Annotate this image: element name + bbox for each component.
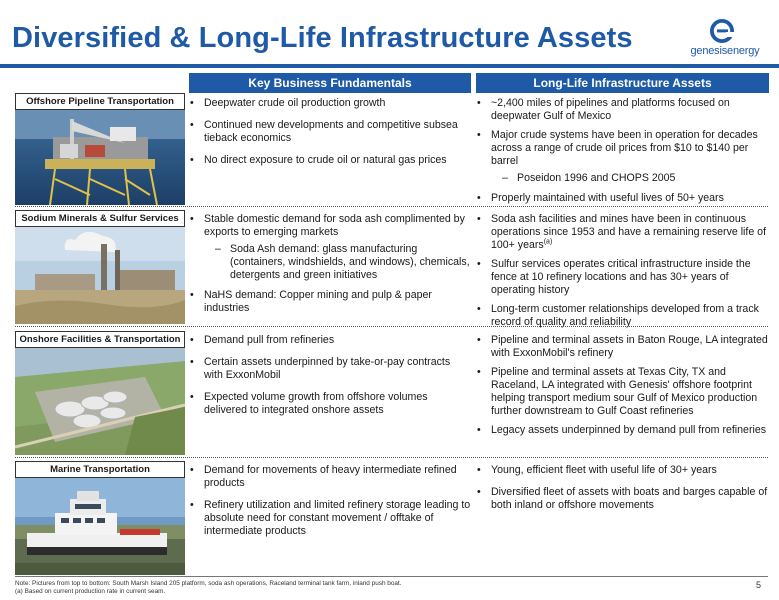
list-item: • Diversified fleet of assets with boats and barges capable of both inland or offshore movements: [476, 486, 769, 512]
list-item: • Long-term customer relationships developed from a track record of quality and reliability: [476, 303, 769, 329]
footer-rule: [15, 576, 768, 577]
list-subitem: – Poseidon 1996 and CHOPS 2005: [476, 172, 769, 185]
list-item: • Continued new developments and competitive subsea tieback economics: [189, 119, 471, 145]
page-number: 5: [756, 580, 762, 590]
section-label: Onshore Facilities & Transportation: [15, 331, 185, 348]
section-divider: [15, 457, 768, 458]
list-item: • Sulfur services operates critical infrastructure inside the fence at 10 refinery locations and has 30+ years of operating history: [476, 258, 769, 297]
list-item: • Young, efficient fleet with useful life of 30+ years: [476, 464, 769, 477]
list-item: • Stable domestic demand for soda ash complimented by exports to emerging markets: [189, 213, 471, 239]
logo-word-energy: energy: [727, 45, 760, 57]
list-subitem: – Soda Ash demand: glass manufacturing (containers, windshields, and windows), chemicals, detergents and green initiatives: [189, 243, 471, 282]
list-item: • Properly maintained with useful lives of 50+ years: [476, 192, 769, 205]
section-divider: [15, 326, 768, 327]
logo-wordmark: [676, 45, 774, 57]
list-item: • Legacy assets underpinned by demand pull from refineries: [476, 424, 769, 437]
list-item: • Major crude systems have been in operation for decades across a range of crude oil prices from $10 to $140 per barrel: [476, 129, 769, 168]
list-item: • Deepwater crude oil production growth: [189, 97, 471, 110]
column-header-fundamentals: Key Business Fundamentals: [189, 73, 471, 93]
company-logo: [676, 18, 774, 58]
tank-farm-photo: [15, 347, 185, 455]
offshore-platform-photo: [15, 109, 185, 205]
list-item: • No direct exposure to crude oil or natural gas prices: [189, 154, 471, 167]
list-item: • Demand for movements of heavy intermediate refined products: [189, 464, 471, 490]
logo-word-genesis: genesis: [690, 45, 728, 57]
list-item: • Demand pull from refineries: [189, 334, 471, 347]
picture-note: Note: Pictures from top to bottom: South Marsh Island 205 platform, soda ash operations, Raceland terminal tank farm, inland push boat.: [15, 580, 402, 587]
genesis-e-icon: [709, 18, 735, 44]
list-item: • NaHS demand: Copper mining and pulp & paper industries: [189, 289, 471, 315]
section-divider: [15, 206, 768, 207]
list-item: [476, 213, 769, 252]
list-item: • Pipeline and terminal assets at Texas City, TX and Raceland, LA integrated with Genesis' offshore footprint helping transport medium sour Gulf of Mexico production further downstream to Gulf Coast refineries: [476, 366, 769, 418]
title-rule: [0, 64, 779, 68]
list-item: • ~2,400 miles of pipelines and platforms focused on deepwater Gulf of Mexico: [476, 97, 769, 123]
section-label: Sodium Minerals & Sulfur Services: [15, 210, 185, 227]
assets-list: [476, 334, 769, 446]
footnote: [15, 580, 401, 596]
page-title: Diversified & Long-Life Infrastructure Assets: [12, 22, 633, 54]
column-header-assets: Long-Life Infrastructure Assets: [476, 73, 769, 93]
soda-ash-operations-photo: [15, 226, 185, 324]
assets-list: [476, 213, 769, 338]
list-item: • Expected volume growth from offshore volumes delivered to integrated onshore assets: [189, 391, 471, 417]
section-label: Offshore Pipeline Transportation: [15, 93, 185, 110]
fundamentals-list: [189, 334, 471, 426]
assets-list: [476, 464, 769, 521]
section-label: Marine Transportation: [15, 461, 185, 478]
list-item: • Certain assets underpinned by take-or-pay contracts with ExxonMobil: [189, 356, 471, 382]
footnote-marker: (a): [543, 238, 553, 246]
fundamentals-list: [189, 213, 471, 324]
asset-text: Soda ash facilities and mines have been in continuous operations since 1953 and have a remaining reserve life of 100+ years: [491, 213, 767, 251]
assets-list: [476, 97, 769, 214]
list-item: • Refinery utilization and limited refinery storage leading to absolute need for constant movement / offtake of intermediate products: [189, 499, 471, 538]
footnote-a: (a) Based on current production rate in current seam.: [15, 588, 166, 595]
list-item: • Pipeline and terminal assets in Baton Rouge, LA integrated with ExxonMobil's refinery: [476, 334, 769, 360]
push-boat-photo: [15, 477, 185, 575]
fundamentals-list: [189, 97, 471, 176]
fundamentals-list: [189, 464, 471, 547]
